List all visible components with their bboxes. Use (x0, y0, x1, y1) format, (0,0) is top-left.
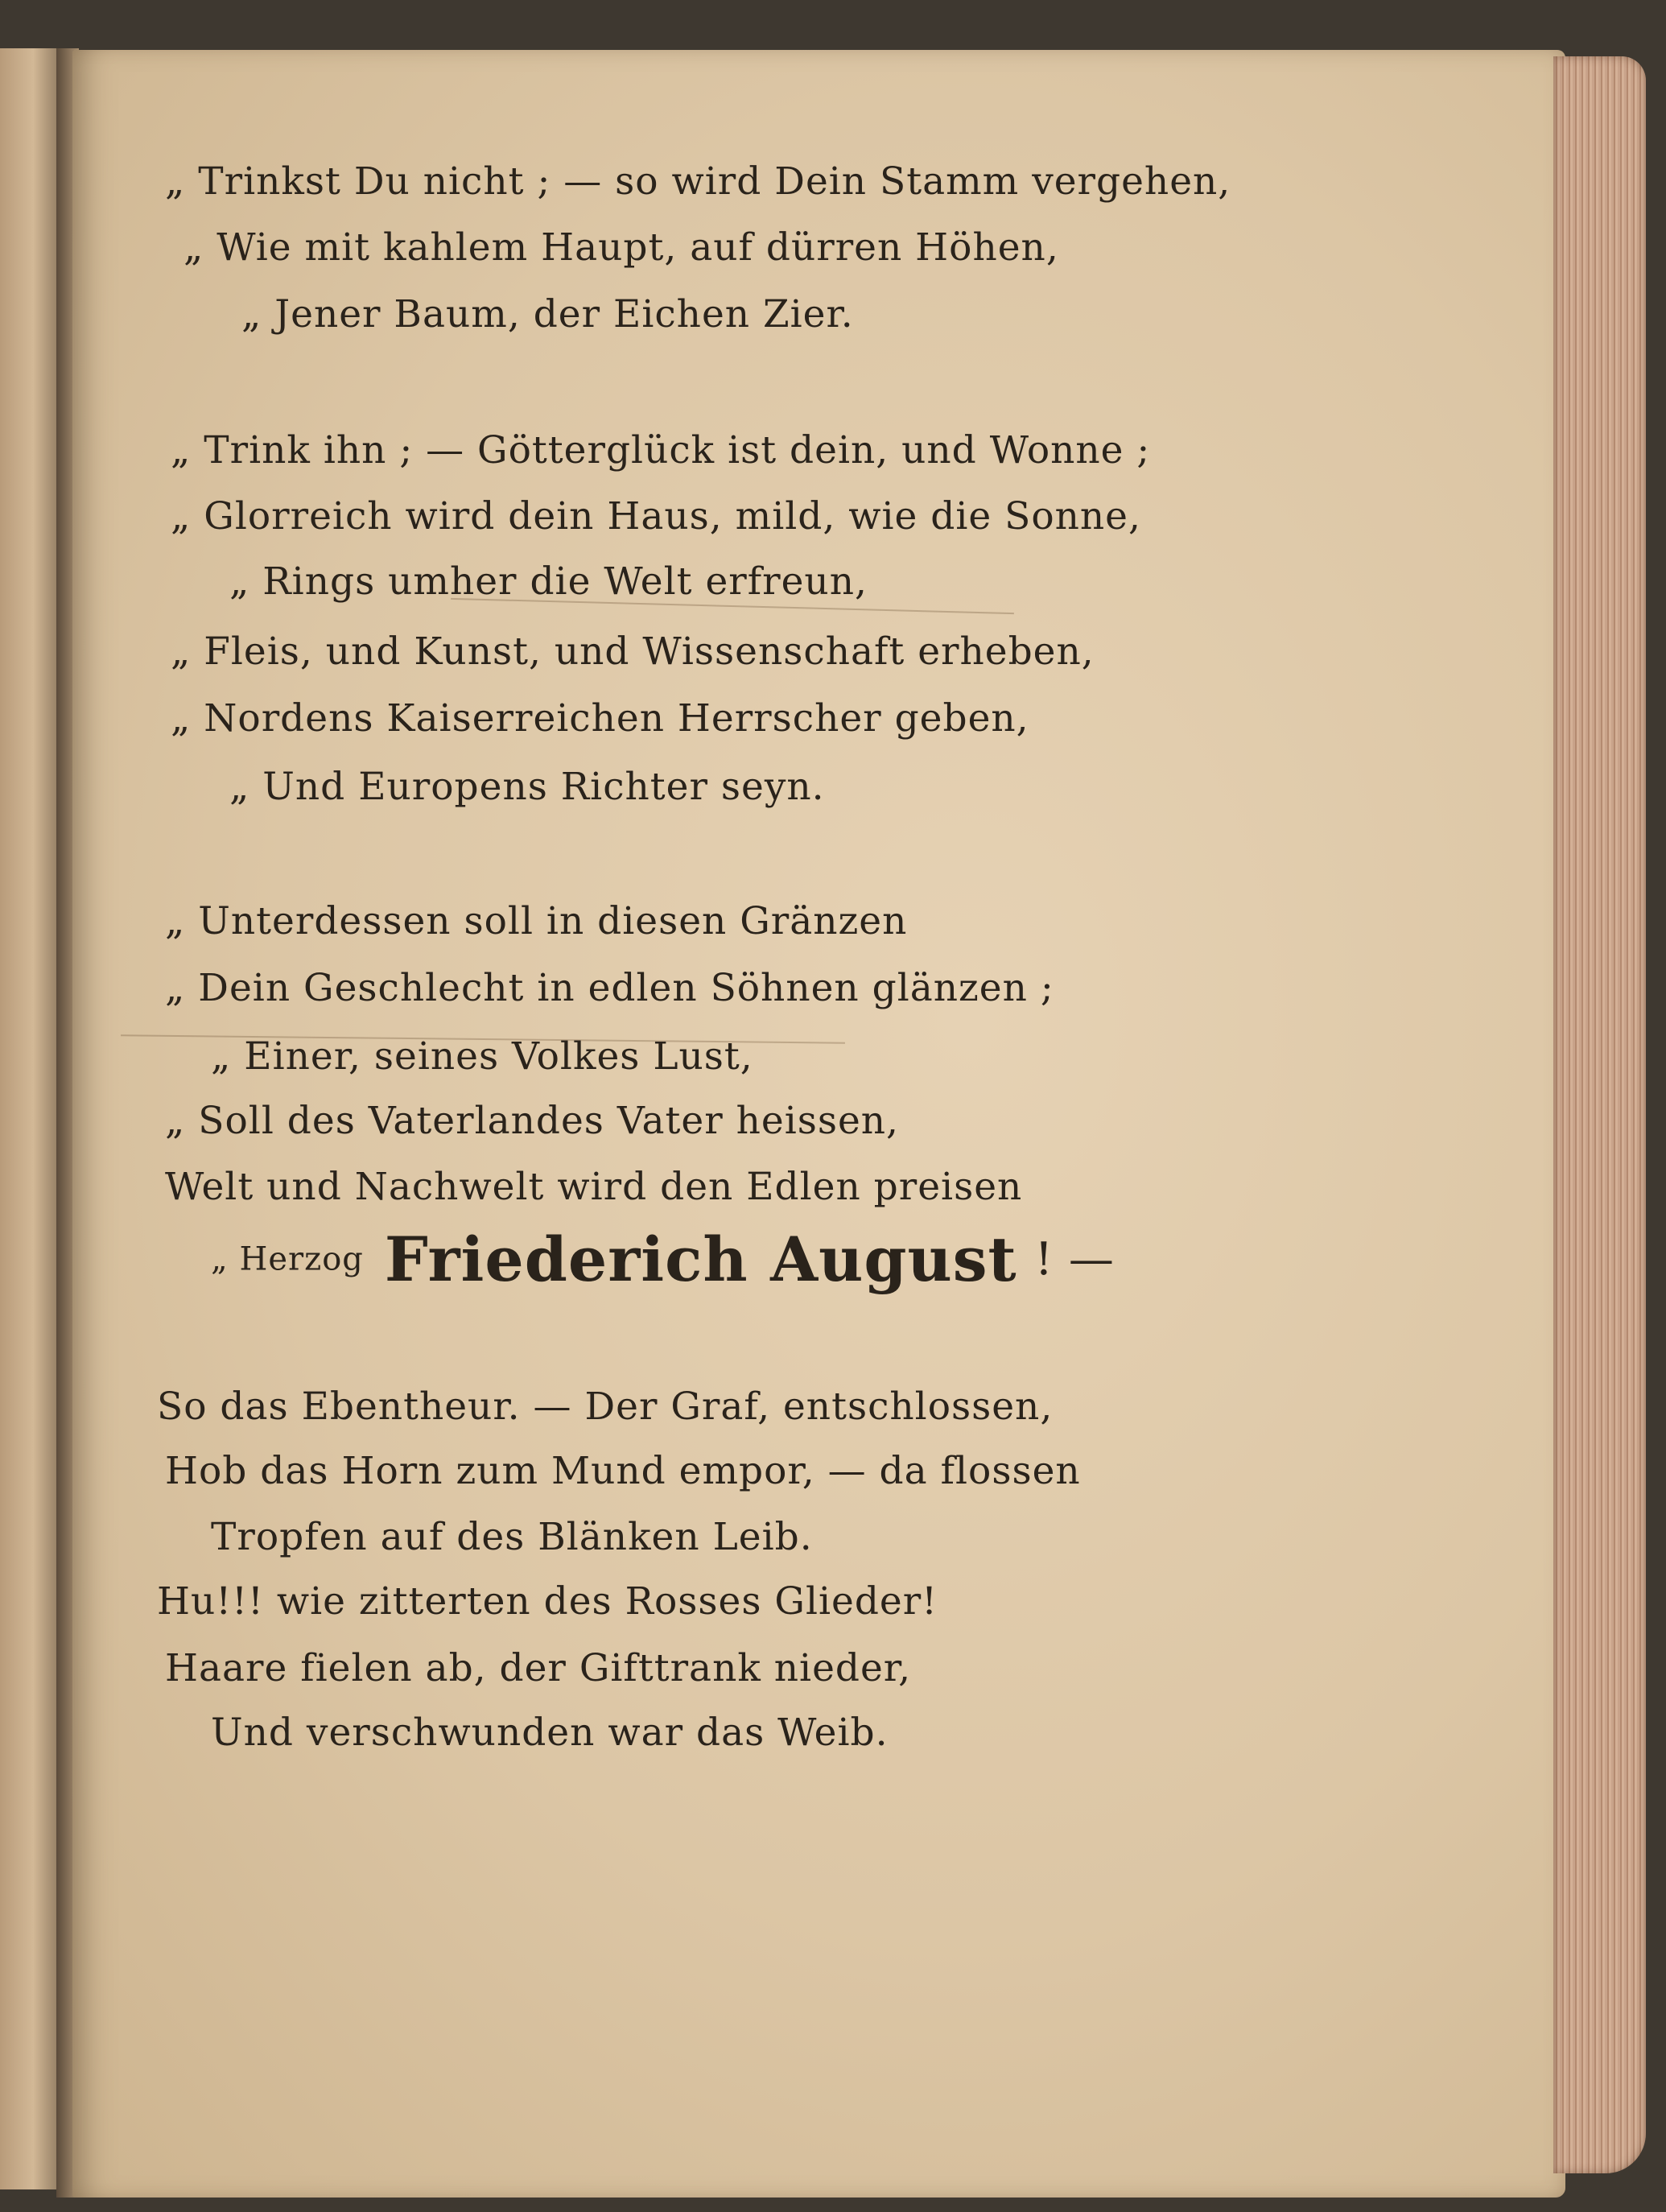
poem-line: „ Und Europens Richter seyn. (229, 765, 825, 809)
poem-line: „ Glorreich wird dein Haus, mild, wie die Sonne, (171, 494, 1141, 539)
poem-line: „ Rings umher die Welt erfreun, (229, 559, 868, 604)
title-prefix: „ Herzog (211, 1240, 364, 1278)
poem-line: „ Einer, seines Volkes Lust, (211, 1034, 753, 1079)
poem-line-title (211, 1224, 1115, 1295)
poem-line: Welt und Nachwelt wird den Edlen preisen (165, 1165, 1023, 1209)
poem-line: „ Nordens Kaiserreichen Herrscher geben, (171, 696, 1029, 741)
poem-line: „ Jener Baum, der Eichen Zier. (241, 292, 854, 336)
poem-line: „ Trinkst Du nicht ; — so wird Dein Stamm vergehen, (165, 159, 1231, 204)
poem-line: Hob das Horn zum Mund empor, — da flossen (165, 1449, 1081, 1493)
poem-line: Tropfen auf des Blänken Leib. (211, 1515, 813, 1559)
poem-line: So das Ebentheur. — Der Graf, entschlossen, (157, 1385, 1054, 1429)
poem-line: „ Soll des Vaterlandes Vater heissen, (165, 1099, 899, 1143)
poem-line: Und verschwunden war das Weib. (211, 1711, 889, 1755)
poem-line: Hu!!! wie zitterten des Rosses Glieder! (157, 1579, 938, 1624)
poem-line: „ Trink ihn ; — Götterglück ist dein, und Wonne ; (171, 428, 1151, 473)
poem-line: „ Unterdessen soll in diesen Gränzen (165, 899, 908, 943)
title-suffix: ! — (1034, 1233, 1115, 1286)
poem-line: „ Wie mit kahlem Haupt, auf dürren Höhen, (184, 225, 1059, 270)
duke-name: Friederich August (384, 1224, 1017, 1295)
poem-line: „ Fleis, und Kunst, und Wissenschaft erheben, (171, 629, 1095, 674)
poem-line: Haare fielen ab, der Gifttrank nieder, (165, 1646, 912, 1690)
poem-line: „ Dein Geschlecht in edlen Söhnen glänzen ; (165, 966, 1054, 1010)
